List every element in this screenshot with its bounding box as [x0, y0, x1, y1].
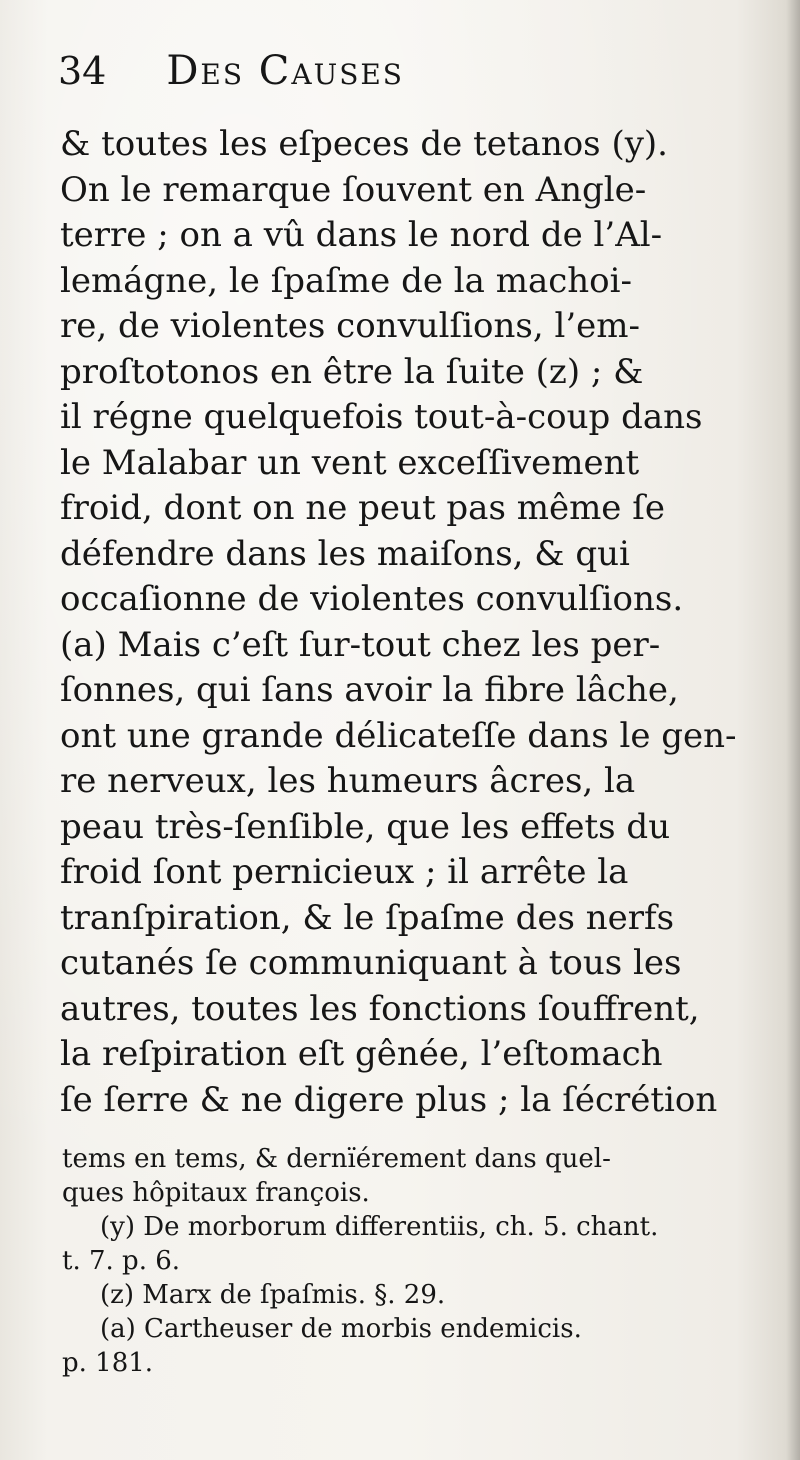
footnote-y: (y) De morborum differentiis, ch. 5. chant.: [100, 1212, 659, 1242]
footnote-z: (z) Marx de ſpaſmis. §. 29.: [100, 1280, 446, 1310]
footnotes: [62, 1142, 742, 1380]
text-line: (a) Mais c’eſt ſur-tout chez les per-: [60, 624, 661, 665]
footnote-continuation-line: ques hôpitaux françois.: [62, 1178, 370, 1208]
text-line: froid, dont on ne peut pas même ſe: [60, 488, 665, 528]
footnote-a: (a) Cartheuser de morbis endemicis.: [100, 1314, 582, 1344]
text-line: peau très-ſenſible, que les effets du: [60, 806, 671, 847]
text-line: ont une grande délicateſſe dans le gen-: [60, 715, 737, 756]
text-line: autres, toutes les fonctions ſouffrent,: [60, 988, 700, 1029]
text-line: ſonnes, qui ſans avoir la fibre lâche,: [60, 670, 679, 710]
text-line: terre ; on a vû dans le nord de l’Al-: [60, 215, 663, 255]
text-line: occaſionne de violentes convulſions.: [60, 579, 684, 619]
footnote-a-continued: p. 181.: [62, 1348, 154, 1378]
text-line: il régne quelquefois tout-à-coup dans: [60, 397, 703, 437]
running-title: Des Causes: [166, 48, 404, 94]
text-line: & toutes les eſpeces de tetanos (y).: [60, 124, 668, 164]
text-line: re nerveux, les humeurs âcres, la: [60, 761, 636, 801]
text-line: défendre dans les maiſons, & qui: [60, 533, 630, 574]
footnote-continuation-line: tems en tems, & dernïérement dans quel-: [62, 1144, 611, 1174]
text-line: froid ſont pernicieux ; il arrête la: [60, 852, 629, 892]
text-line: ſe ſerre & ne digere plus ; la ſécrétion: [60, 1079, 718, 1120]
text-line: On le remarque ſouvent en Angle-: [60, 169, 647, 210]
text-line: cutanés ſe communiquant à tous les: [60, 943, 682, 983]
text-line: lemágne, le ſpaſme de la machoi-: [60, 260, 633, 301]
footnote-separator: [60, 1112, 720, 1113]
footnote-y-continued: t. 7. p. 6.: [62, 1246, 181, 1276]
text-line: le Malabar un vent exceſſivement: [60, 442, 640, 483]
page-edge-shadow: [786, 0, 800, 1460]
text-line: proſtotonos en être la ſuite (z) ; &: [60, 351, 644, 392]
text-line: tranſpiration, & le ſpaſme des nerfs: [60, 897, 675, 938]
text-line: la reſpiration eſt gênée, l’eſtomach: [60, 1034, 663, 1074]
page-number: 34: [58, 49, 107, 93]
text-line: re, de violentes convulſions, l’em-: [60, 306, 640, 346]
page-header: [58, 48, 758, 108]
main-text: [60, 122, 737, 1123]
